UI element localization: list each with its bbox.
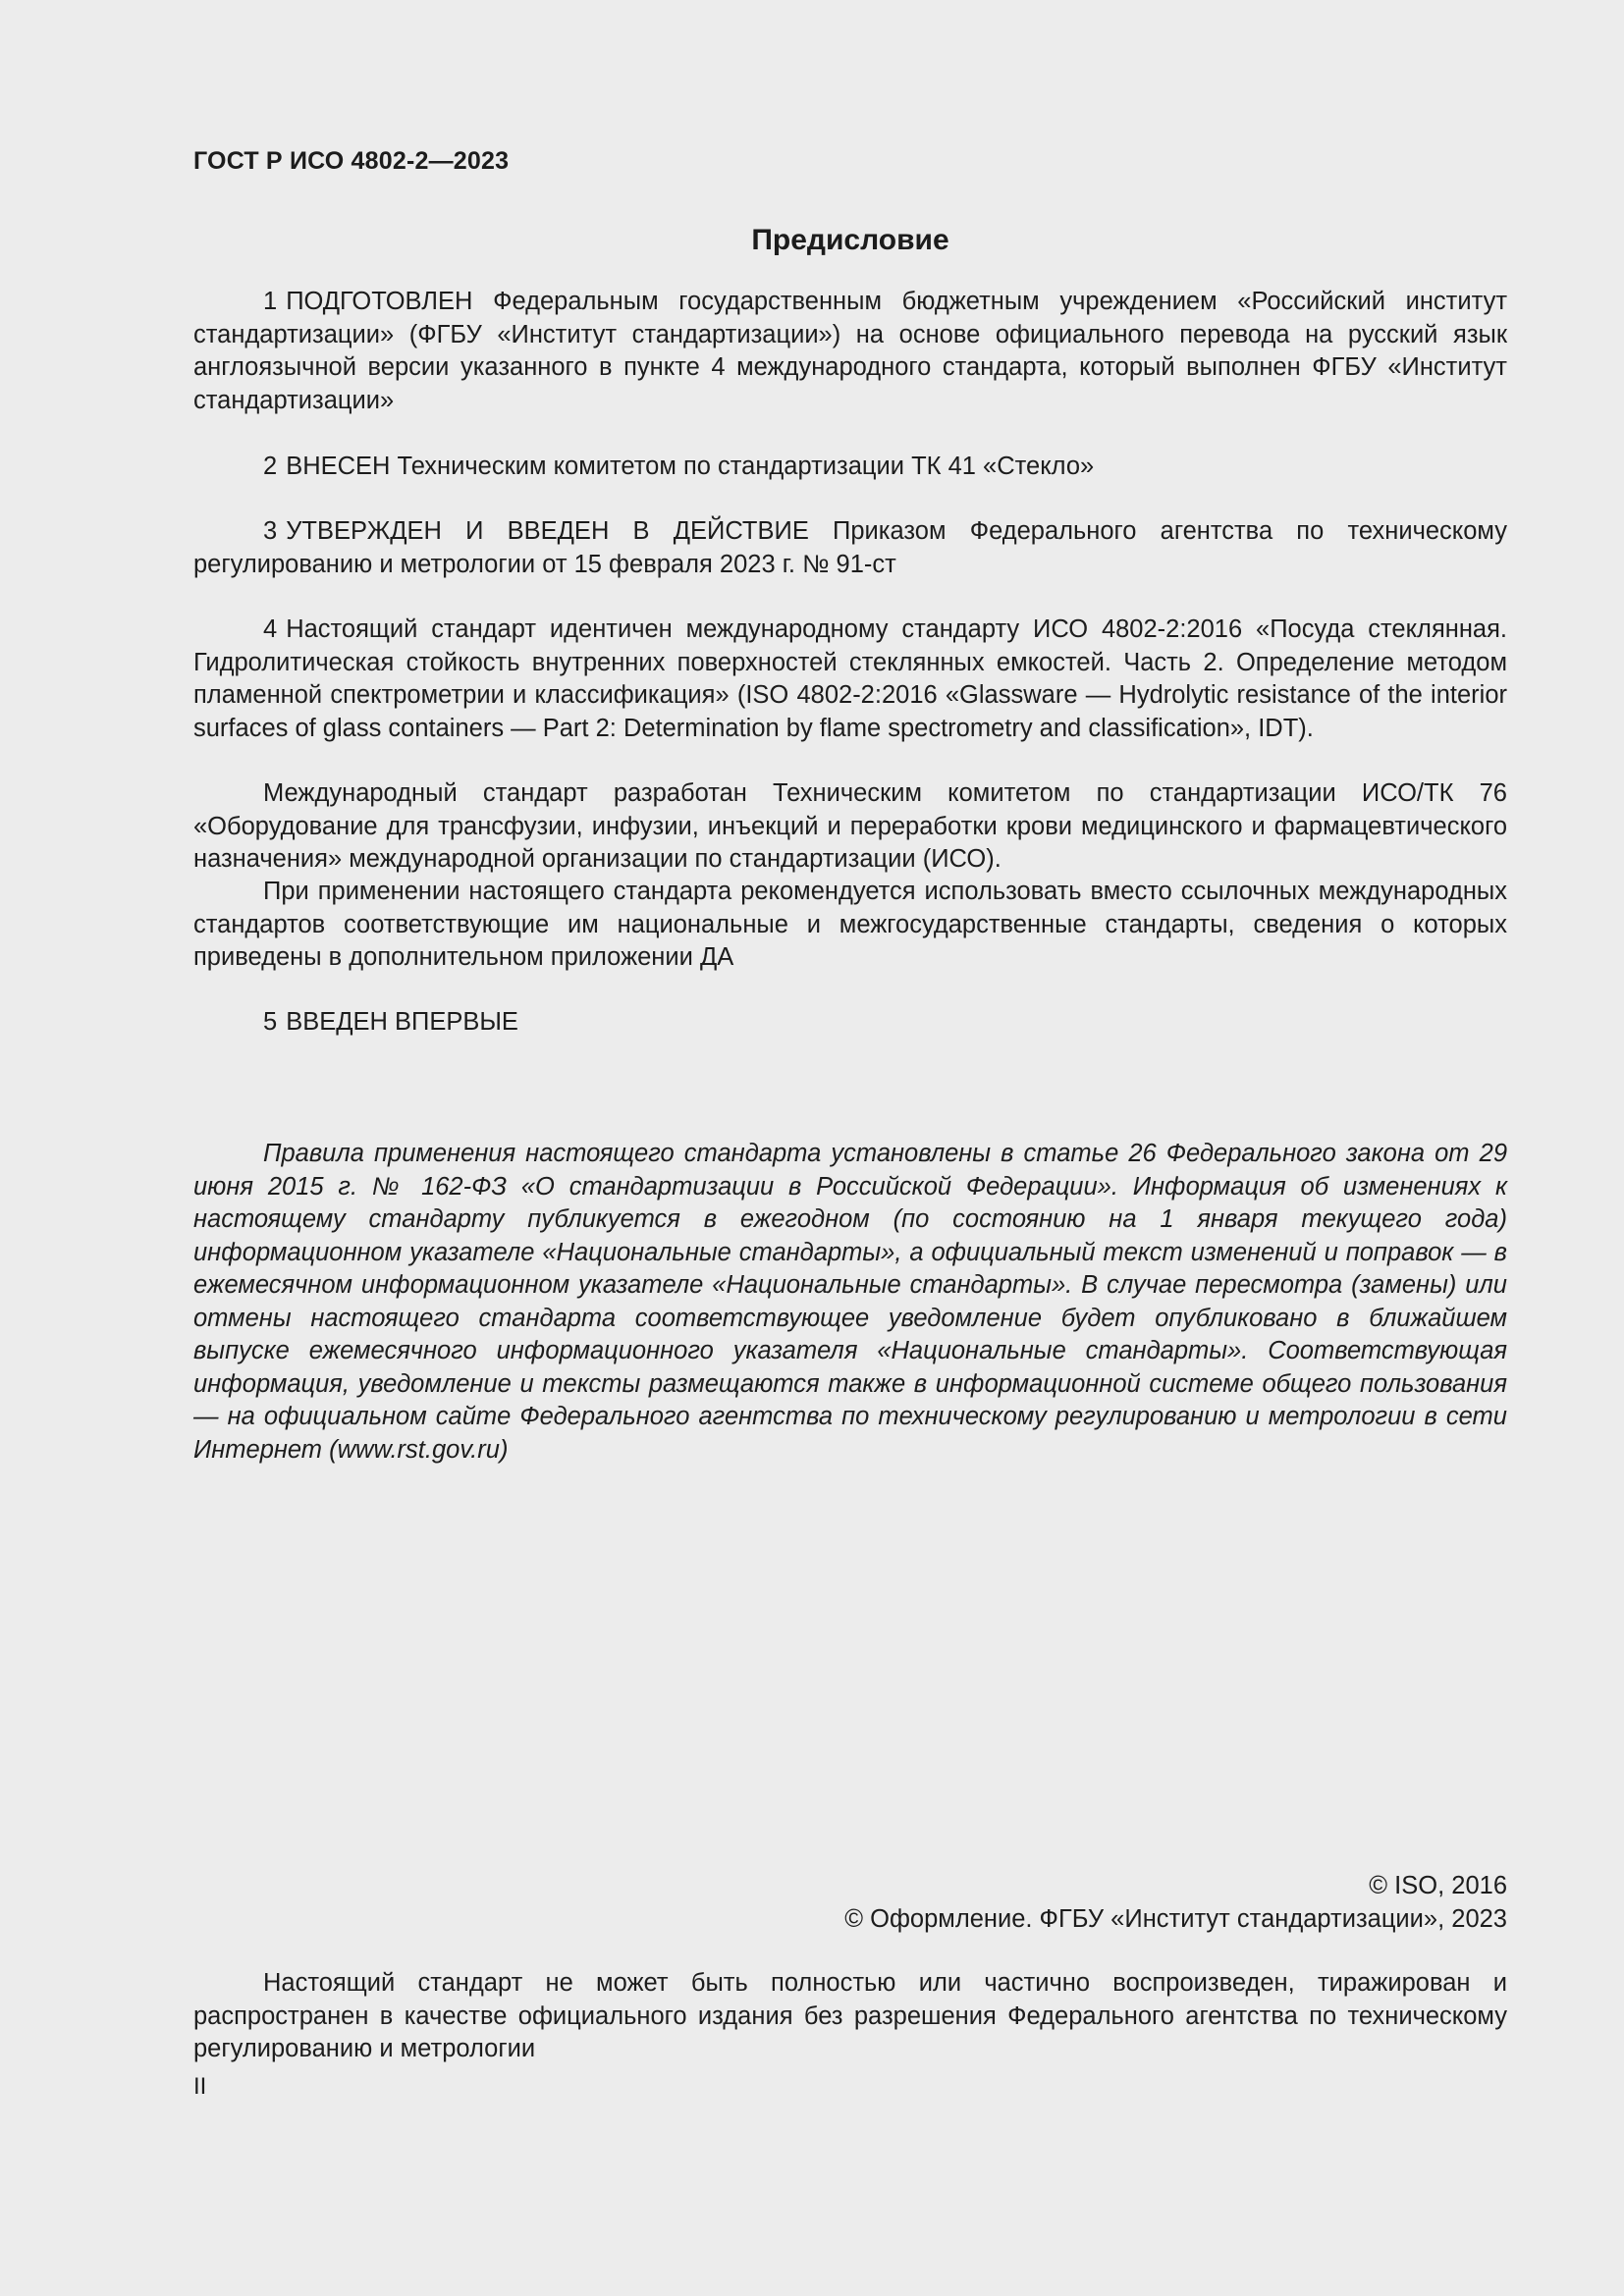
- foreword-item-4: [193, 614, 1507, 745]
- item-text: ВНЕСЕН Техническим комитетом по стандартизации ТК 41 «Стекло»: [286, 453, 1095, 480]
- foreword-item-1: [193, 286, 1507, 417]
- design-copyright: © Оформление. ФГБУ «Институт стандартизации», 2023: [844, 1905, 1507, 1933]
- item-text: Настоящий стандарт идентичен международному стандарту ИСО 4802-2:2016 «Посуда стеклянная. Гидролитическая стойкость внутренних поверхностей стеклянных емкостей. Часть 2. Определение методом пламенной спектрометрии и классификация» (ISO 4802-2:2016 «Glassware — Hydrolytic resistance of the interior surfaces of glass containers — Part 2: Determination by flame spectrometry and classification», IDT).: [193, 615, 1507, 742]
- item-number: 2: [263, 453, 278, 480]
- document-code: ГОСТ Р ИСО 4802-2—2023: [193, 147, 510, 175]
- item-text: УТВЕРЖДЕН И ВВЕДЕН В ДЕЙСТВИЕ Приказом Федерального агентства по техническому регулированию и метрологии от 15 февраля 2023 г. № 91-ст: [193, 517, 1507, 578]
- foreword-item-5: [193, 1006, 1507, 1040]
- iso-copyright: © ISO, 2016: [1369, 1872, 1507, 1899]
- foreword-item-3: [193, 515, 1507, 581]
- item-number: 4: [263, 615, 278, 643]
- page-number: II: [193, 2073, 207, 2100]
- foreword-item-4-paragraph-2: [193, 777, 1507, 877]
- rules-note: Правила применения настоящего стандарта установлены в статье 26 Федерального закона от 29 июня 2015 г. № 162-ФЗ «О стандартизации в Российской Федерации». Информация об изменениях к настоящему стандарту публикуется в ежегодном (по состоянию на 1 января текущего года) информационном указателе «Национальные стандарты», а официальный текст изменений и поправок — в ежемесячном информационном указателе «Национальные стандарты». В случае пересмотра (замены) или отмены настоящего стандарта соответствующее уведомление будет опубликовано в ближайшем выпуске ежемесячного информационного указателя «Национальные стандарты». Соответствующая информация, уведомление и тексты размещаются также в информационной системе общего пользования — на официальном сайте Федерального агентства по техническому регулированию и метрологии в сети Интернет (www.rst.gov.ru): [193, 1140, 1507, 1464]
- item-text: Международный стандарт разработан Техническим комитетом по стандартизации ИСО/ТК 76 «Оборудование для трансфузии, инфузии, инъекций и переработки крови медицинского и фармацевтического назначения» международной организации по стандартизации (ИСО).: [193, 779, 1507, 873]
- item-text: При применении настоящего стандарта рекомендуется использовать вместо ссылочных международных стандартов соответствующие им национальные и межгосударственные стандарты, сведения о которых приведены в дополнительном приложении ДА: [193, 878, 1507, 971]
- reproduction-notice: Настоящий стандарт не может быть полностью или частично воспроизведен, тиражирован и распространен в качестве официального издания без разрешения Федерального агентства по техническому регулированию и метрологии: [193, 1969, 1507, 2062]
- item-text: ПОДГОТОВЛЕН Федеральным государственным бюджетным учреждением «Российский институт стандартизации» (ФГБУ «Институт стандартизации») на основе официального перевода на русский язык англоязычной версии указанного в пункте 4 международного стандарта, который выполнен ФГБУ «Институт стандартизации»: [193, 288, 1507, 414]
- item-text: ВВЕДЕН ВПЕРВЫЕ: [286, 1008, 518, 1036]
- foreword-item-2: [193, 451, 1507, 484]
- document-page: [193, 0, 1507, 2296]
- foreword-item-4-paragraph-3: [193, 876, 1507, 975]
- item-number: 3: [263, 517, 278, 545]
- item-number: 5: [263, 1008, 278, 1036]
- item-number: 1: [263, 288, 278, 315]
- page-title: Предисловие: [751, 224, 949, 256]
